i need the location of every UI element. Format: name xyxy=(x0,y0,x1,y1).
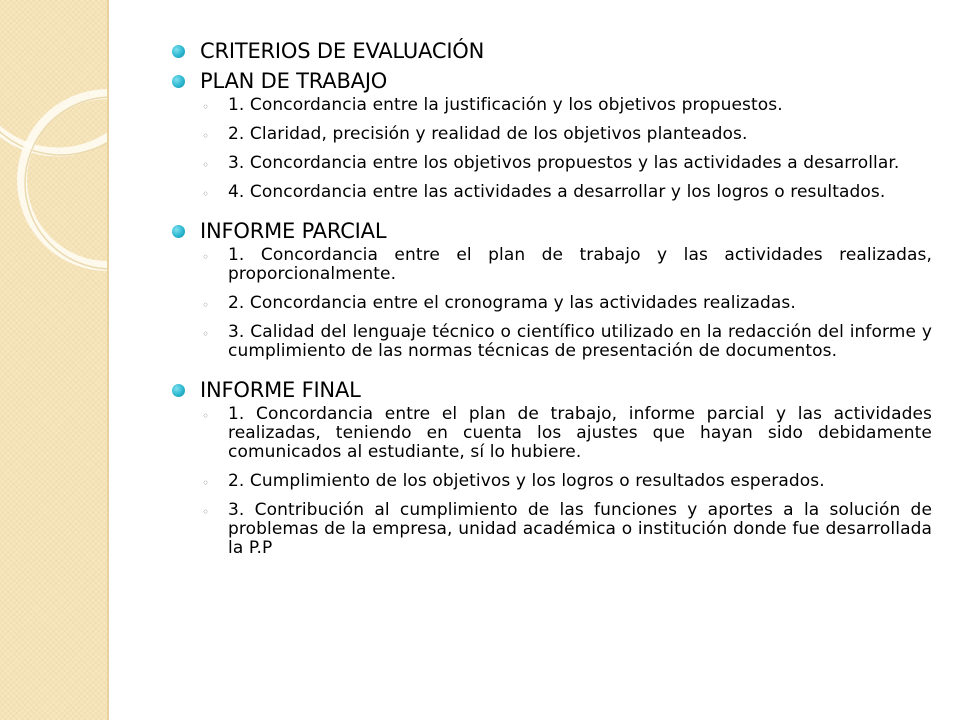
criterion-item xyxy=(200,501,932,558)
criteria-outline xyxy=(170,36,932,572)
sub-bullet-icon: ◦ xyxy=(202,158,210,172)
slide-content xyxy=(170,36,932,572)
sub-bullet-icon: ◦ xyxy=(202,298,210,312)
sub-bullet-icon: ◦ xyxy=(202,129,210,143)
criteria-list xyxy=(200,96,932,216)
criterion-item xyxy=(200,154,932,173)
criterion-text: 3. Calidad del lenguaje técnico o científico utilizado en la redacción del informe y cumplimiento de las normas técnicas de presentación de documentos. xyxy=(228,322,932,361)
criterion-text: 2. Concordancia entre el cronograma y las actividades realizadas. xyxy=(228,293,796,313)
criteria-list xyxy=(200,246,932,375)
sub-bullet-icon: ◦ xyxy=(202,250,210,264)
criterion-item xyxy=(200,405,932,462)
side-divider xyxy=(107,0,109,720)
section-informe-parcial xyxy=(170,216,932,375)
sub-bullet-icon: ◦ xyxy=(202,187,210,201)
sub-bullet-icon: ◦ xyxy=(202,505,210,519)
sub-bullet-icon: ◦ xyxy=(202,476,210,490)
sub-bullet-icon: ◦ xyxy=(202,100,210,114)
section-informe-final xyxy=(170,375,932,572)
decorative-side-band xyxy=(0,0,107,720)
section-bullet-icon xyxy=(172,384,185,397)
criterion-text: 4. Concordancia entre las actividades a desarrollar y los logros o resultados. xyxy=(228,182,886,202)
section-title: INFORME FINAL xyxy=(200,378,361,402)
section-title: CRITERIOS DE EVALUACIÓN xyxy=(200,39,485,63)
criterion-text: 3. Contribución al cumplimiento de las funciones y aportes a la solución de problemas de la empresa, unidad académica o institución donde fue desarrollada la P.P xyxy=(228,500,932,558)
criterion-item xyxy=(200,246,932,284)
section-criterios-de-evaluacion xyxy=(170,36,932,66)
criterion-item xyxy=(200,183,932,202)
decorative-circles xyxy=(0,0,107,720)
criterion-item xyxy=(200,472,932,491)
criterion-text: 1. Concordancia entre la justificación y los objetivos propuestos. xyxy=(228,95,783,115)
section-bullet-icon xyxy=(172,45,185,58)
sub-bullet-icon: ◦ xyxy=(202,327,210,341)
criterion-item xyxy=(200,323,932,361)
criterion-item xyxy=(200,96,932,115)
criterion-item xyxy=(200,294,932,313)
criterion-item xyxy=(200,125,932,144)
criteria-list xyxy=(200,405,932,572)
criterion-text: 3. Concordancia entre los objetivos propuestos y las actividades a desarrollar. xyxy=(228,153,900,173)
sub-bullet-icon: ◦ xyxy=(202,409,210,423)
section-bullet-icon xyxy=(172,75,185,88)
criterion-text: 1. Concordancia entre el plan de trabajo y las actividades realizadas, proporcionalmente. xyxy=(228,245,932,284)
section-plan-de-trabajo xyxy=(170,66,932,216)
section-bullet-icon xyxy=(172,225,185,238)
criterion-text: 1. Concordancia entre el plan de trabajo, informe parcial y las actividades realizadas, teniendo en cuenta los ajustes que hayan sido debidamente comunicados al estudiante, sí lo hubiere. xyxy=(228,404,932,462)
section-title: INFORME PARCIAL xyxy=(200,219,387,243)
criterion-text: 2. Claridad, precisión y realidad de los objetivos planteados. xyxy=(228,124,748,144)
section-title: PLAN DE TRABAJO xyxy=(200,69,388,93)
criterion-text: 2. Cumplimiento de los objetivos y los logros o resultados esperados. xyxy=(228,471,825,491)
